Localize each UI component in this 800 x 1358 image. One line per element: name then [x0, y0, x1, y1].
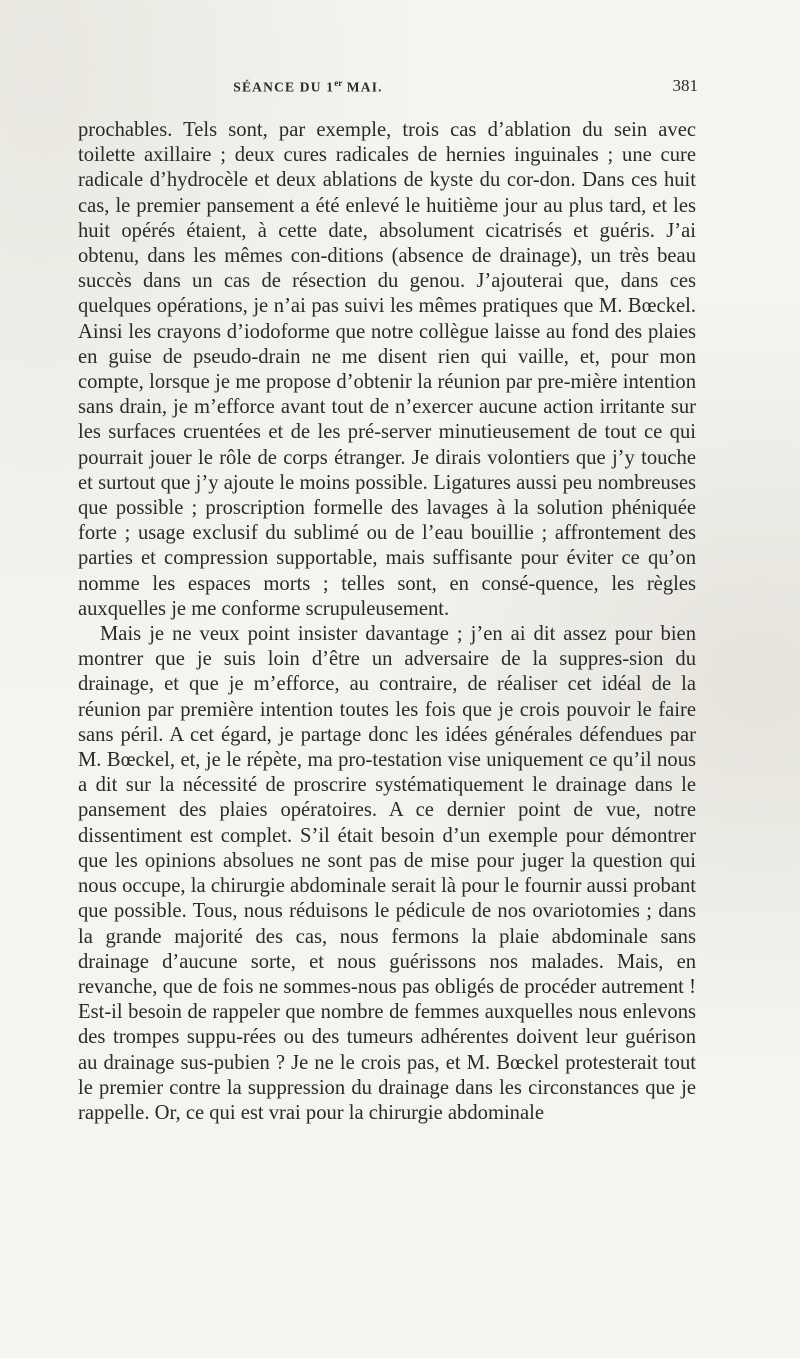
paragraph-2: Mais je ne veux point insister davantage ; j’en ai dit assez pour bien montrer que je suis loin d’être un adversaire de la suppres-sion du drainage, et que je m’efforce, au contraire, de réaliser cet idéal de la réunion par première intention toutes les fois que je crois pouvoir le faire sans péril. A cet égard, je partage donc les idées générales défendues par M. Bœckel, et, je le répète, ma pro-testation vise uniquement ce qu’il nous a dit sur la nécessité de proscrire systématiquement le drainage dans le pansement des plaies opératoires. A ce dernier point de vue, notre dissentiment est complet. S’il était besoin d’un exemple pour démontrer que les opinions absolues ne sont pas de mise pour juger la question qui nous occupe, la chirurgie abdominale serait là pour le fournir aussi probant que possible. Tous, nous réduisons le pédicule de nos ovariotomies ; dans la grande majorité des cas, nous fermons la plaie abdominale sans drainage d’aucune sorte, et nous guérissons nos malades. Mais, en revanche, que de fois ne sommes-nous pas obligés de procéder autrement ! Est-il besoin de rappeler que nombre de femmes auxquelles nous enlevons des trompes suppu-rées ou des tumeurs adhérentes doivent leur guérison au drainage sus-pubien ? Je ne le crois pas, et M. Bœckel protesterait tout le premier contre la suppression du drainage dans les circonstances que je rappelle. Or, ce qui est vrai pour la chirurgie abdominale: [78, 623, 696, 1124]
running-head-title-text: SÉANCE DU 1: [233, 79, 335, 95]
paragraph-1: prochables. Tels sont, par exemple, trois cas d’ablation du sein avec toilette axillaire ; deux cures radicales de hernies inguinales ; une cure radicale d’hydrocèle et deux ablations de kyste du cor-don. Dans ces huit cas, le premier pansement a été enlevé le huitième jour au plus tard, et les huit opérés étaient, à cette date, absolument cicatrisés et guéris. J’ai obtenu, dans les mêmes con-ditions (absence de drainage), un très beau succès dans un cas de résection du genou. J’ajouterai que, dans ces quelques opérations, je n’ai pas suivi les mêmes pratiques que M. Bœckel. Ainsi les crayons d’iodoforme que notre collègue laisse au fond des plaies en guise de pseudo-drain ne me disent rien qui vaille, et, pour mon compte, lorsque je me propose d’obtenir la réunion par pre-mière intention sans drain, je m’efforce avant tout de n’exercer aucune action irritante sur les surfaces cruentées et de les pré-server minutieusement de tout ce qui pourrait jouer le rôle de corps étranger. Je dirais volontiers que j’y touche et surtout que j’y ajoute le moins possible. Ligatures aussi peu nombreuses que possible ; proscription formelle des lavages à la solution phéniquée forte ; usage exclusif du sublimé ou de l’eau bouillie ; affrontement des parties et compression supportable, mais suffisante pour éviter ce qu’on nomme les espaces morts ; telles sont, en consé-quence, les règles auxquelles je me conforme scrupuleusement.: [78, 119, 696, 620]
running-head-title-suffix: MAI.: [342, 79, 383, 95]
body-text: [78, 118, 696, 1126]
running-head-title-superscript: er: [334, 78, 343, 88]
page-number: 381: [672, 76, 698, 95]
running-head-title: [78, 78, 538, 96]
running-head: [78, 74, 698, 96]
